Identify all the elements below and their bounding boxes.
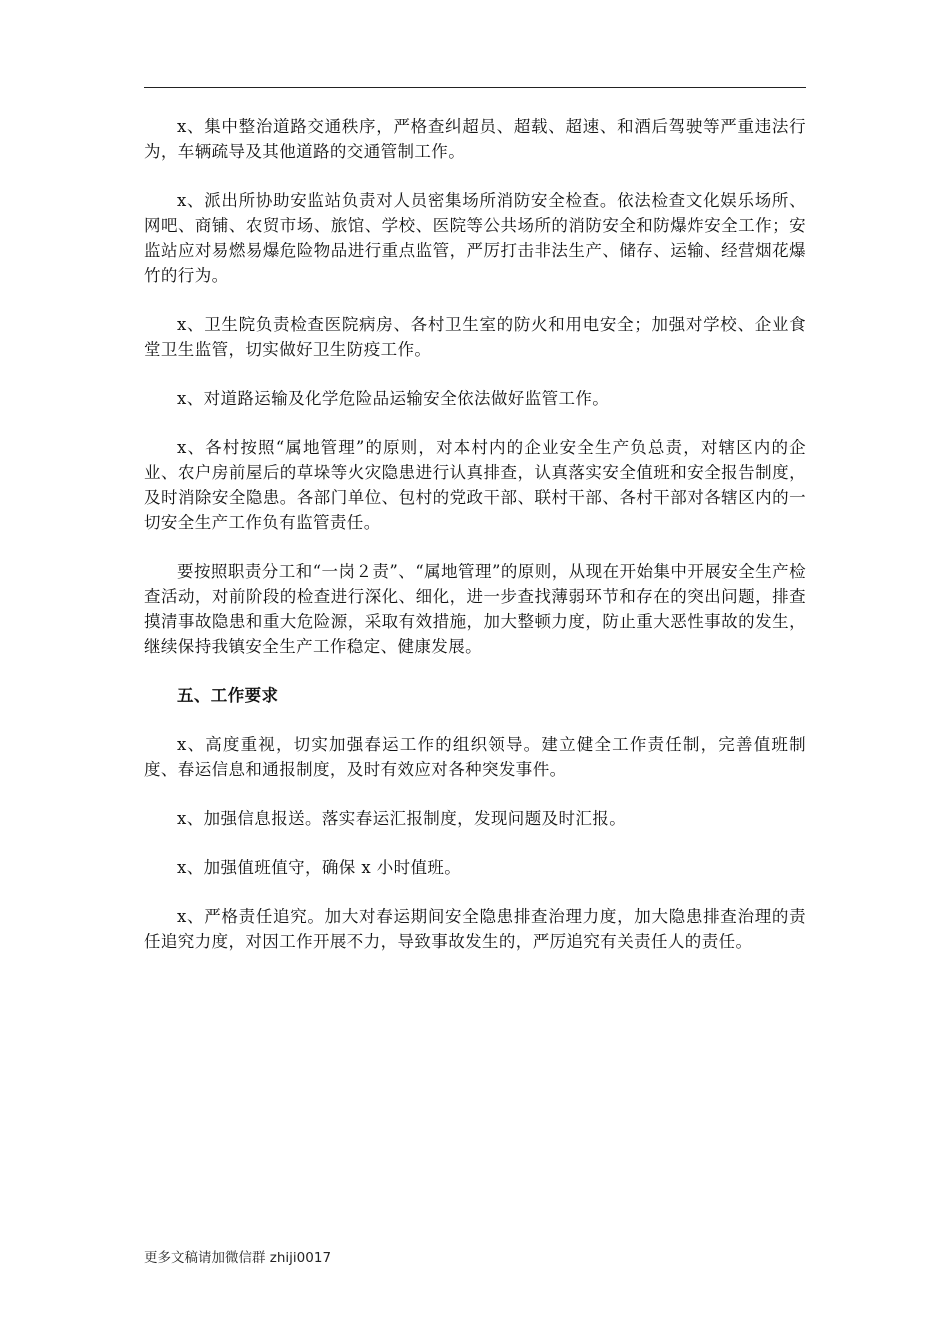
paragraph-accountability: x、严格责任追究。加大对春运期间安全隐患排查治理力度，加大隐患排查治理的责任追究力度，对因工作开展不力，导致事故发生的，严厉追究有关责任人的责任。	[144, 907, 806, 951]
paragraph-fire-safety-inspection: x、派出所协助安监站负责对人员密集场所消防安全检查。依法检查文化娱乐场所、网吧、商铺、农贸市场、旅馆、学校、医院等公共场所的消防安全和防爆炸安全工作；安监站应对易燃易爆危险物品进行重点监管，严厉打击非法生产、储存、运输、经营烟花爆竹的行为。	[144, 191, 806, 285]
paragraph-leadership: x、高度重视，切实加强春运工作的组织领导。建立健全工作责任制，完善值班制度、春运信息和通报制度，及时有效应对各种突发事件。	[144, 735, 806, 779]
header-rule	[144, 87, 806, 88]
paragraph-road-transport: x、对道路运输及化学危险品运输安全依法做好监管工作。	[177, 389, 610, 408]
paragraph-health-center: x、卫生院负责检查医院病房、各村卫生室的防火和用电安全；加强对学校、企业食堂卫生监管，切实做好卫生防疫工作。	[144, 315, 806, 359]
paragraph-village-responsibility: x、各村按照“属地管理”的原则，对本村内的企业安全生产负总责，对辖区内的企业、农户房前屋后的草垛等火灾隐患进行认真排查，认真落实安全值班和安全报告制度，及时消除安全隐患。各部门单位、包村的党政干部、联村干部、各村干部对各辖区内的一切安全生产工作负有监管责任。	[144, 438, 806, 532]
paragraph-traffic-control: x、集中整治道路交通秩序，严格查纠超员、超载、超速、和酒后驾驶等严重违法行为，车辆疏导及其他道路的交通管制工作。	[144, 117, 806, 161]
paragraph-duty-shift: x、加强值班值守，确保 x 小时值班。	[177, 858, 462, 877]
paragraph-inspection-campaign: 要按照职责分工和“一岗２责”、“属地管理”的原则，从现在开始集中开展安全生产检查活动，对前阶段的检查进行深化、细化，进一步查找薄弱环节和存在的突出问题，排查摸清事故隐患和重大危险源，采取有效措施，加大整顿力度，防止重大恶性事故的发生，继续保持我镇安全生产工作稳定、健康发展。	[144, 562, 806, 656]
section-heading: 五、工作要求	[177, 686, 279, 705]
paragraph-reporting: x、加强信息报送。落实春运汇报制度，发现问题及时汇报。	[177, 809, 627, 828]
footer-note: 更多文稿请加微信群 zhiji0017	[144, 1250, 332, 1266]
document-body	[144, 114, 806, 978]
